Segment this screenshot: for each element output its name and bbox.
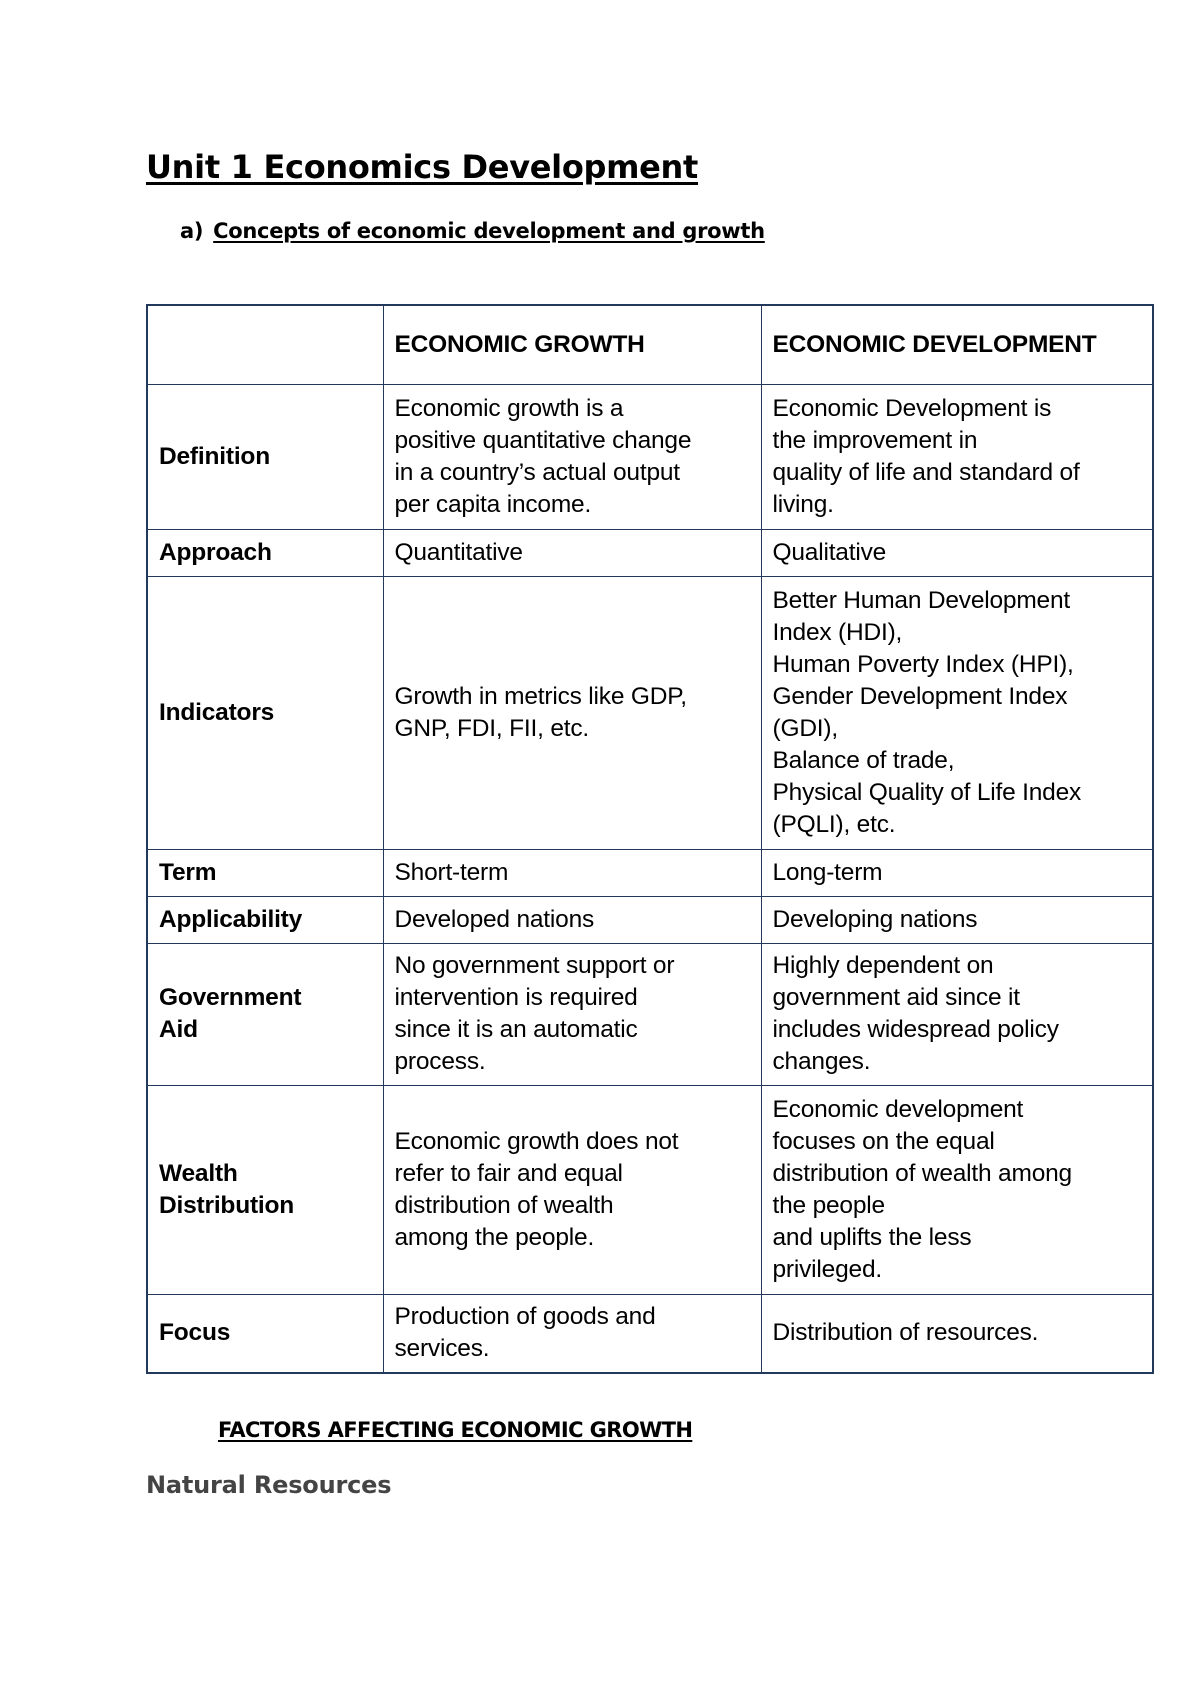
text-line: and uplifts the less	[772, 1223, 972, 1251]
text-line: refer to fair and equal	[394, 1159, 623, 1187]
text-line: Highly dependent on	[772, 952, 994, 979]
text-line: focuses on the equal	[772, 1127, 995, 1155]
text-line: Human Poverty Index (HPI),	[772, 650, 1074, 678]
page-title: Unit 1 Economics Development	[146, 148, 699, 186]
header-cell-growth: ECONOMIC GROWTH	[383, 305, 761, 384]
header-cell-development: ECONOMIC DEVELOPMENT	[761, 305, 1153, 384]
text-line: (PQLI), etc.	[772, 810, 896, 838]
development-cell-indicators	[761, 576, 1153, 849]
text-line: per capita income.	[394, 490, 592, 518]
text-line: since it is an automatic	[394, 1016, 638, 1043]
table-row-government-aid	[147, 943, 1153, 1085]
development-cell-focus: Distribution of resources.	[761, 1294, 1153, 1373]
development-cell-approach: Qualitative	[761, 529, 1153, 576]
row-label-wealth-distribution	[147, 1085, 383, 1294]
text-line: the improvement in	[772, 426, 978, 454]
growth-cell-approach: Quantitative	[383, 529, 761, 576]
development-cell-term: Long-term	[761, 849, 1153, 896]
text-line: Economic growth does not	[394, 1127, 679, 1155]
text-line: Economic growth is a	[394, 394, 624, 422]
table-row-wealth-distribution	[147, 1085, 1153, 1294]
growth-cell-definition	[383, 384, 761, 529]
text-line: in a country’s actual output	[394, 458, 680, 486]
text-line: the people	[772, 1191, 885, 1219]
section-marker: a)	[180, 219, 204, 243]
text-line: living.	[772, 490, 834, 518]
growth-cell-applicability: Developed nations	[383, 896, 761, 943]
text-line: (GDI),	[772, 714, 838, 742]
label-line: Aid	[159, 1016, 198, 1043]
development-cell-definition	[761, 384, 1153, 529]
text-line: Gender Development Index	[772, 682, 1068, 710]
text-line: intervention is required	[394, 984, 638, 1011]
comparison-table	[146, 304, 1154, 1374]
row-label-government-aid	[147, 943, 383, 1085]
section-heading-text: Concepts of economic development and growth	[213, 219, 765, 243]
table-row-focus	[147, 1294, 1153, 1373]
text-line: process.	[394, 1048, 486, 1075]
growth-cell-term: Short-term	[383, 849, 761, 896]
development-cell-government-aid	[761, 943, 1153, 1085]
factors-heading: FACTORS AFFECTING ECONOMIC GROWTH	[218, 1418, 693, 1442]
text-line: No government support or	[394, 952, 675, 979]
row-label-approach: Approach	[147, 529, 383, 576]
development-cell-wealth-distribution	[761, 1085, 1153, 1294]
text-line: among the people.	[394, 1223, 595, 1251]
text-line: Balance of trade,	[772, 746, 955, 774]
natural-resources-heading: Natural Resources	[146, 1471, 392, 1499]
label-line: Distribution	[159, 1191, 295, 1219]
text-line: Growth in metrics like GDP,	[394, 682, 687, 710]
table-row-applicability	[147, 896, 1153, 943]
growth-cell-wealth-distribution	[383, 1085, 761, 1294]
text-line: distribution of wealth among	[772, 1159, 1072, 1187]
growth-cell-focus	[383, 1294, 761, 1373]
text-line: changes.	[772, 1048, 871, 1075]
label-line: Wealth	[159, 1159, 238, 1187]
text-line: distribution of wealth	[394, 1191, 614, 1219]
text-line: quality of life and standard of	[772, 458, 1080, 486]
section-heading	[180, 219, 765, 243]
table-row-indicators	[147, 576, 1153, 849]
growth-cell-indicators	[383, 576, 761, 849]
label-line: Government	[159, 984, 302, 1011]
text-line: GNP, FDI, FII, etc.	[394, 714, 590, 742]
text-line: Better Human Development	[772, 586, 1071, 614]
row-label-definition: Definition	[147, 384, 383, 529]
row-label-focus: Focus	[147, 1294, 383, 1373]
table-row-definition	[147, 384, 1153, 529]
text-line: services.	[394, 1335, 490, 1363]
text-line: Physical Quality of Life Index	[772, 778, 1082, 806]
text-line: includes widespread policy	[772, 1016, 1059, 1043]
table-header-row	[147, 305, 1153, 384]
table-row-term	[147, 849, 1153, 896]
text-line: Economic development	[772, 1095, 1024, 1123]
text-line: privileged.	[772, 1255, 882, 1283]
text-line: Economic Development is	[772, 394, 1052, 422]
row-label-applicability: Applicability	[147, 896, 383, 943]
text-line: Production of goods and	[394, 1303, 656, 1331]
text-line: Index (HDI),	[772, 618, 903, 646]
development-cell-applicability: Developing nations	[761, 896, 1153, 943]
text-line: positive quantitative change	[394, 426, 692, 454]
row-label-indicators: Indicators	[147, 576, 383, 849]
header-cell-empty	[147, 305, 383, 384]
table-row-approach	[147, 529, 1153, 576]
text-line: government aid since it	[772, 984, 1020, 1011]
growth-cell-government-aid	[383, 943, 761, 1085]
row-label-term: Term	[147, 849, 383, 896]
